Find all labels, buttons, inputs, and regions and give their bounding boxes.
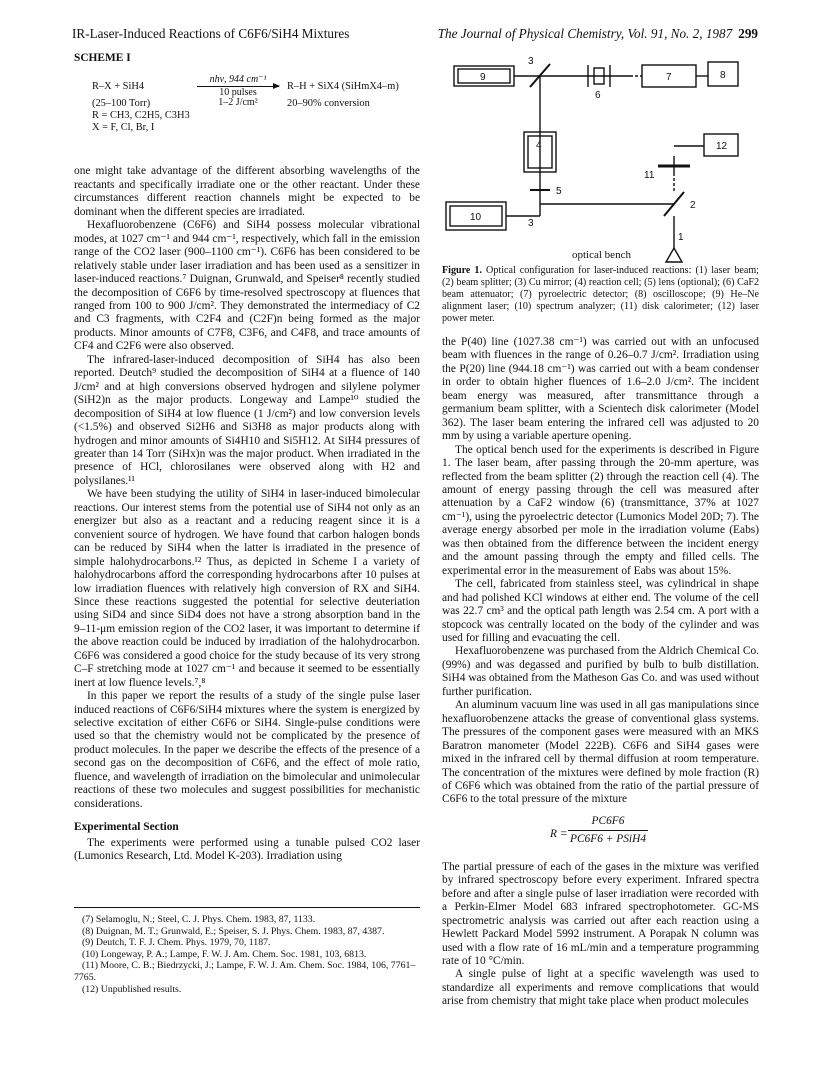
figure-label: 2 — [690, 200, 696, 211]
paragraph: Hexafluorobenzene was purchased from the Aldrich Chemical Co. (99%) and was degassed and purified by bulb to bulb distillation. SiH4 was obtained from the Matheson Gas Co. and was used without further purification. — [442, 645, 759, 698]
scheme-reaction — [74, 73, 420, 165]
reaction-arrow — [197, 75, 279, 108]
scheme-pressure: (25–100 Torr) — [92, 98, 151, 110]
arrow-label-top: nhν, 944 cm⁻¹ — [209, 74, 267, 86]
bench-support — [666, 248, 682, 262]
reference-item: (12) Unpublished results. — [82, 983, 182, 995]
figure-label: 8 — [720, 70, 726, 81]
arrow-line — [197, 86, 279, 87]
reference-item: (11) Moore, C. B.; Biedrzycki, J.; Lampe, F. W. J. Am. Chem. Soc. 1984, 106, 7761–7765. — [74, 960, 416, 983]
scheme-products: R–H + SiX4 (SiHmX4–m) — [287, 81, 399, 93]
figure-label: 3 — [528, 218, 534, 229]
paragraph: In this paper we report the results of a study of the single pulse laser induced reactions of C6F6/SiH4 mixtures where the system is energized by selective excitation of either C6F6 or SiH4. Single-pulse conditions were used so that the chemistry would not be complicated by the presence of product molecules. In the paper we describe the effects of the presence of a second gas on the decomposition of C6F6, and the effect of mole ratio, fluence, and wavelength of irradiation on the bimolecular and unimolecular reactions of these two molecules and suggest possibilities for mechanistic considerations. — [74, 690, 420, 810]
arrow-label-mid: 10 pulses — [219, 87, 257, 99]
fraction-bar — [568, 830, 648, 831]
equation-numerator: PC6F6 — [591, 814, 625, 827]
section-heading: Experimental Section — [74, 821, 179, 834]
reference-item: (8) Duignan, M. T.; Grunwald, E.; Speiser, S. J. Phys. Chem. 1983, 87, 4387. — [82, 925, 385, 937]
journal-name: The Journal of Physical Chemistry, Vol. 91, No. 2, 1987 — [437, 26, 733, 41]
footnote-references — [74, 907, 420, 995]
mole-fraction-equation — [442, 815, 759, 859]
paragraph: the P(40) line (1027.38 cm⁻¹) was carried out with an unfocused beam with fluences in the range of 0.26–0.7 J/cm². Irradiation using the P(20) line (944.18 cm⁻¹) was carried out with a beam condenser in order to obtain higher fluences of 1.6–2.0 J/cm². The incident beam energy was measured, after transmittance through a germanium beam splitter, with a Scientech disk calorimeter (Model 362). The laser beam entering the infrared cell was adjusted to 20 mm by using a variable aperture opening. — [442, 336, 759, 443]
figure-label: 4 — [536, 140, 542, 151]
paragraph: The infrared-laser-induced decomposition of SiH4 has also been reported. Deutch⁹ studied the decomposition of SiH4 at a fluence of 140 J/cm² and at high conversions observed hydrogen and silylene polymer (SiH2)n as the major products. Longeway and Lampe¹⁰ studied the decomposition of SiH4 at low fluence (1 J/cm²) and low conversion levels (<1.5%) and observed Si2H6 and Si3H8 as major products along with hydrogen and minor amounts of Si4H10 and Si5H12. At SiH4 pressures of greater than 14 Torr (SiHx)n was the major product. When irradiated in the presence of HCl, chlorosilanes were observed along with H2 and polysilanes.¹¹ — [74, 353, 420, 487]
figure-label: 7 — [666, 72, 672, 83]
figure-label: 10 — [470, 212, 482, 223]
reference-item: (10) Longeway, P. A.; Lampe, F. W. J. Am. Chem. Soc. 1981, 103, 6813. — [82, 948, 367, 960]
caption-text: Optical configuration for laser-induced reactions: (1) laser beam; (2) beam splitter; (3) Cu mirror; (4) reaction cell; (5) lens (optional); (6) CaF2 beam attenuator; (7) pyroelectric detector; (8) oscilloscope; (9) He–Ne alignment laser; (10) spectrum analyzer; (11) disk calorimeter; (12) laser power meter. — [442, 265, 759, 325]
paragraph: We have been studying the utility of SiH4 in laser-induced bimolecular reactions. Our interest stems from the potential use of SiH4 not only as an energizer but also as a reactant and a reducing reagent since it is a convenient source of hydrogen. We have found that carbon halogen bonds can be reduced by SiH4 when the latter is irradiated in the presence of simple halohydrocarbons.¹² Thus, as depicted in Scheme I a variety of halohydrocarbons afford the corresponding hydrocarbons after 10 pulses at low irradiation fluences with relatively high conversion of RX and SiH4. Since these reactions suggested the potential for selective deuteriation using SiD4 and since SiD4 does not have a strong absorption band in the 9–11-μm emission region of the CO2 laser, it was important to determine if the above reaction could be induced by irradiation of the halohydrocarbon. C6F6 was considered a good choice for the study because of its very strong C–F stretching mode at 1027 cm⁻¹ and because it seemed to be essentially inert at low fluence levels.⁷,⁸ — [74, 488, 420, 689]
left-column — [74, 52, 420, 864]
reference-item: (7) Selamoglu, N.; Steel, C. J. Phys. Chem. 1983, 87, 1133. — [82, 914, 316, 925]
scheme-r-definition: R = CH3, C2H5, C3H3 — [92, 110, 190, 122]
scheme-conversion: 20–90% conversion — [287, 98, 370, 110]
equation-denominator: PC6F6 + PSiH4 — [569, 833, 647, 846]
paragraph: one might take advantage of the different absorbing wavelengths of the reactants and specifically irradiate one or the other reactant. Under these circumstances different reaction channels might be expected to be dominant when the different species are irradiated. — [74, 165, 420, 218]
figure-label: 5 — [556, 186, 562, 197]
reference-item: (9) Deutch, T. F. J. Chem. Phys. 1979, 70, 1187. — [82, 937, 271, 949]
figure-label: 6 — [595, 90, 601, 101]
scheme-reactants: R–X + SiH4 — [92, 81, 145, 93]
equation-lhs: R = — [550, 827, 568, 840]
arrow-label-bottom: 1–2 J/cm² — [218, 97, 258, 109]
figure-label: 12 — [716, 141, 728, 152]
figure-label: 9 — [480, 72, 486, 83]
running-title: IR-Laser-Induced Reactions of C6F6/SiH4 Mixtures — [72, 26, 350, 41]
figure-label: 11 — [644, 170, 655, 181]
figure-label: 1 — [678, 232, 684, 243]
bench-label: optical bench — [572, 249, 631, 261]
scheme-title: SCHEME I — [74, 52, 131, 64]
paragraph: The partial pressure of each of the gases in the mixture was verified by infrared spectroscopy before every experiment. Infrared spectra before and after a single pulse of laser irradiation were recorded with a Perkin-Elmer Model 683 infrared spectrophotometer. GC-MS spectrometric analysis was carried out after each reaction using a Hewlett Packard Model 5992 instrument. A Porapak N column was used with a flow rate of 16 mL/min and a temperature programming rate of 10 °C/min. — [442, 860, 759, 968]
paragraph: The experiments were performed using a tunable pulsed CO2 laser (Lumonics Research, Ltd. Model K-203). Irradiation using — [74, 836, 420, 863]
paragraph: The optical bench used for the experiments is described in Figure 1. The laser beam, after passing through the 20-mm aperture, was reflected from the beam splitter (2) through the reaction cell (4). The amount of energy passing through the cell was measured after attenuation by a CaF2 window (6) (transmittance, 37% at 1027 cm⁻¹), using the pyroelectric detector (Lumonics Model 20D; 7). The average energy absorbed per mole in the irradiation volume (Eabs) was then obtained from the difference between the incident energy and the amount passing through the empty and filled cells. The experimental error in the measurement of Eabs was about 15%. — [442, 443, 759, 577]
figure-label: 3 — [528, 56, 534, 67]
caption-title: Figure 1. — [442, 265, 483, 276]
figure-caption — [442, 265, 759, 325]
optical-bench-figure — [442, 52, 759, 274]
paragraph: An aluminum vacuum line was used in all gas manipulations since hexafluorobenzene attacks the grease of conventional glass systems. The pressures of the component gases were measured with an MKS Baratron manometer (Model 222B). C6F6 and SiH4 gases were mixed in the infrared cell by thermal diffusion at room temperature. The concentration of the mixtures were defined by mole fraction (R) of C6F6 which was obtained from the ratio of the partial pressure of C6F6 to the total pressure of the mixture — [442, 699, 759, 806]
paragraph: A single pulse of light at a specific wavelength was used to standardize all experiments and remove complications that would arise from chemistry that might take place when product molecules — [442, 968, 759, 1008]
journal-citation — [438, 26, 758, 42]
page-number: 299 — [738, 26, 758, 41]
right-column — [442, 336, 759, 1009]
scheme-x-definition: X = F, Cl, Br, I — [92, 122, 155, 134]
equation-fraction — [568, 815, 648, 847]
paragraph: The cell, fabricated from stainless steel, was cylindrical in shape and had polished KCl windows at either end. The volume of the cell was 22.7 cm³ and the optical path length was 2.54 cm. A port with a stopcock was centrally located on the body of the cylinder and was used for filling and evacuating the cell. — [442, 578, 759, 644]
paragraph: Hexafluorobenzene (C6F6) and SiH4 possess molecular vibrational modes, at 1027 cm⁻¹ and 944 cm⁻¹, respectively, which fall in the emission range of the CO2 laser (900–1100 cm⁻¹). C6F6 has been considered to be relatively stable under laser irradiation and has been used as a sensitizer in laser-induced reactions.⁷ Duignan, Grunwald, and Speiser⁸ recently studied the decomposition of C6F6 by time-resolved spectroscopy at fluences that ranged from 100 to 900 J/cm². They demonstrated the intermediacy of C2 and C3 fragments, with C2F4 and (C2F)n being formed as the major products. Minor amounts of C7F8, C3F6, and C4F8, and trace amounts of CF4 and C2F6 were also observed. — [74, 219, 420, 353]
